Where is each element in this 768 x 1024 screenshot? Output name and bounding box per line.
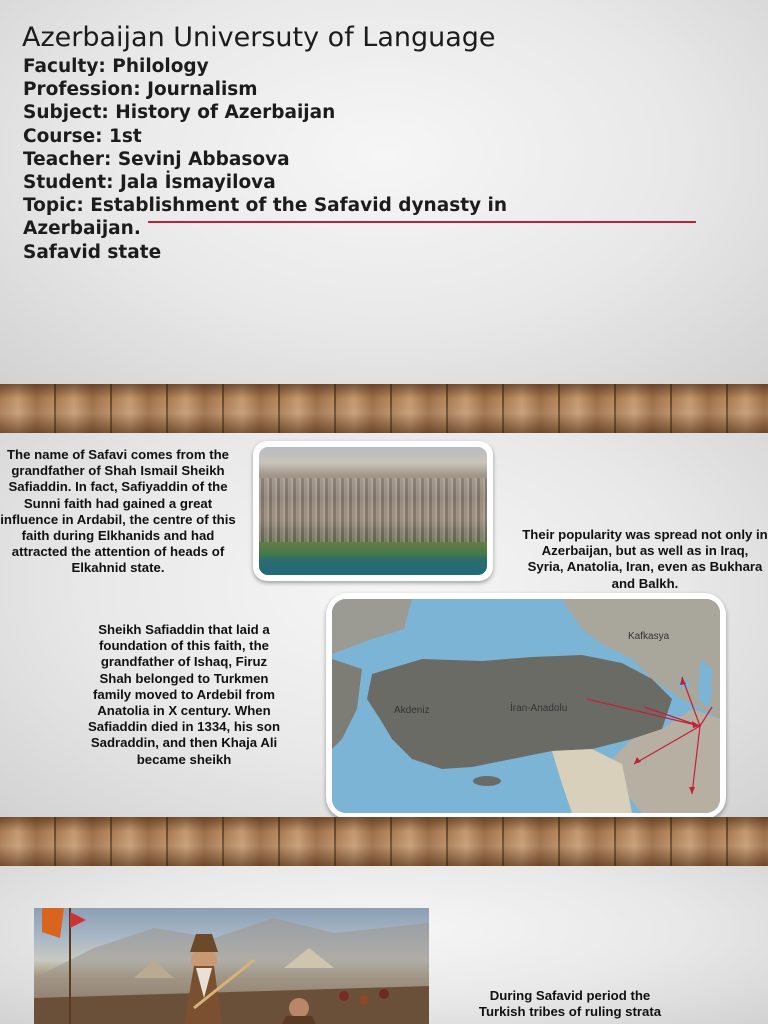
historical-painting <box>34 908 429 1024</box>
faculty-line: Faculty: Philology <box>23 56 209 77</box>
accent-divider <box>148 221 696 223</box>
map-label-akdeniz: Akdeniz <box>394 705 430 716</box>
wood-separator <box>0 384 768 433</box>
map-illustration <box>332 599 720 813</box>
map-photo-frame <box>326 593 726 817</box>
anatolia-iran-map <box>332 599 720 813</box>
student-line: Student: Jala İsmayilova <box>23 172 276 194</box>
topic-line-continued: Azerbaijan. <box>23 218 141 240</box>
paragraph-popularity: Their popularity was spread not only in Azerbaijan, but as well as in Iraq, Syria, Anatolia, Iran, even as Bukhara and Balkh. <box>522 527 768 591</box>
city-photo-frame <box>253 441 493 581</box>
title-slide-details <box>23 55 507 264</box>
paragraph-turkish-tribes: During Safavid period the Turkish tribes of ruling strata <box>478 988 662 1020</box>
university-title: Azerbaijan Universuty of Language <box>22 22 496 53</box>
content-slide-2 <box>0 433 768 817</box>
subtitle-line: Safavid state <box>23 241 162 263</box>
title-slide <box>0 0 768 384</box>
map-label-kafkasya: Kafkasya <box>628 631 670 642</box>
content-slide-3 <box>0 866 768 1024</box>
subject-line: Subject: History of Azerbaijan <box>23 102 336 124</box>
profession-line: Profession: Journalism <box>23 79 258 101</box>
painting-illustration <box>34 908 429 1024</box>
wood-separator <box>0 817 768 866</box>
teacher-line: Teacher: Sevinj Abbasova <box>23 148 290 170</box>
map-label-iran-anadolu: İran-Anadolu <box>510 703 568 714</box>
course-line: Course: 1st <box>23 125 142 147</box>
ardabil-city-photo <box>259 447 487 575</box>
paragraph-sheikh-safiaddin: Sheikh Safiaddin that laid a foundation of this faith, the grandfather of Ishaq, Firuz Shah belonged to Turkmen family moved to Ardebil from Anatolia in X century. When Safiaddin died in 1334, his son Sadraddin, and then Khaja Ali became sheikh <box>88 622 280 767</box>
topic-line: Topic: Establishment of the Safavid dynasty in <box>23 195 508 217</box>
paragraph-safavi-origin: The name of Safavi comes from the grandfather of Shah Ismail Sheikh Safiaddin. In fact, Safiyaddin of the Sunni faith had gained a great influence in Ardabil, the centre of this faith during Elkhanids and had attracted the attention of heads of Elkahnid state. <box>0 447 236 576</box>
